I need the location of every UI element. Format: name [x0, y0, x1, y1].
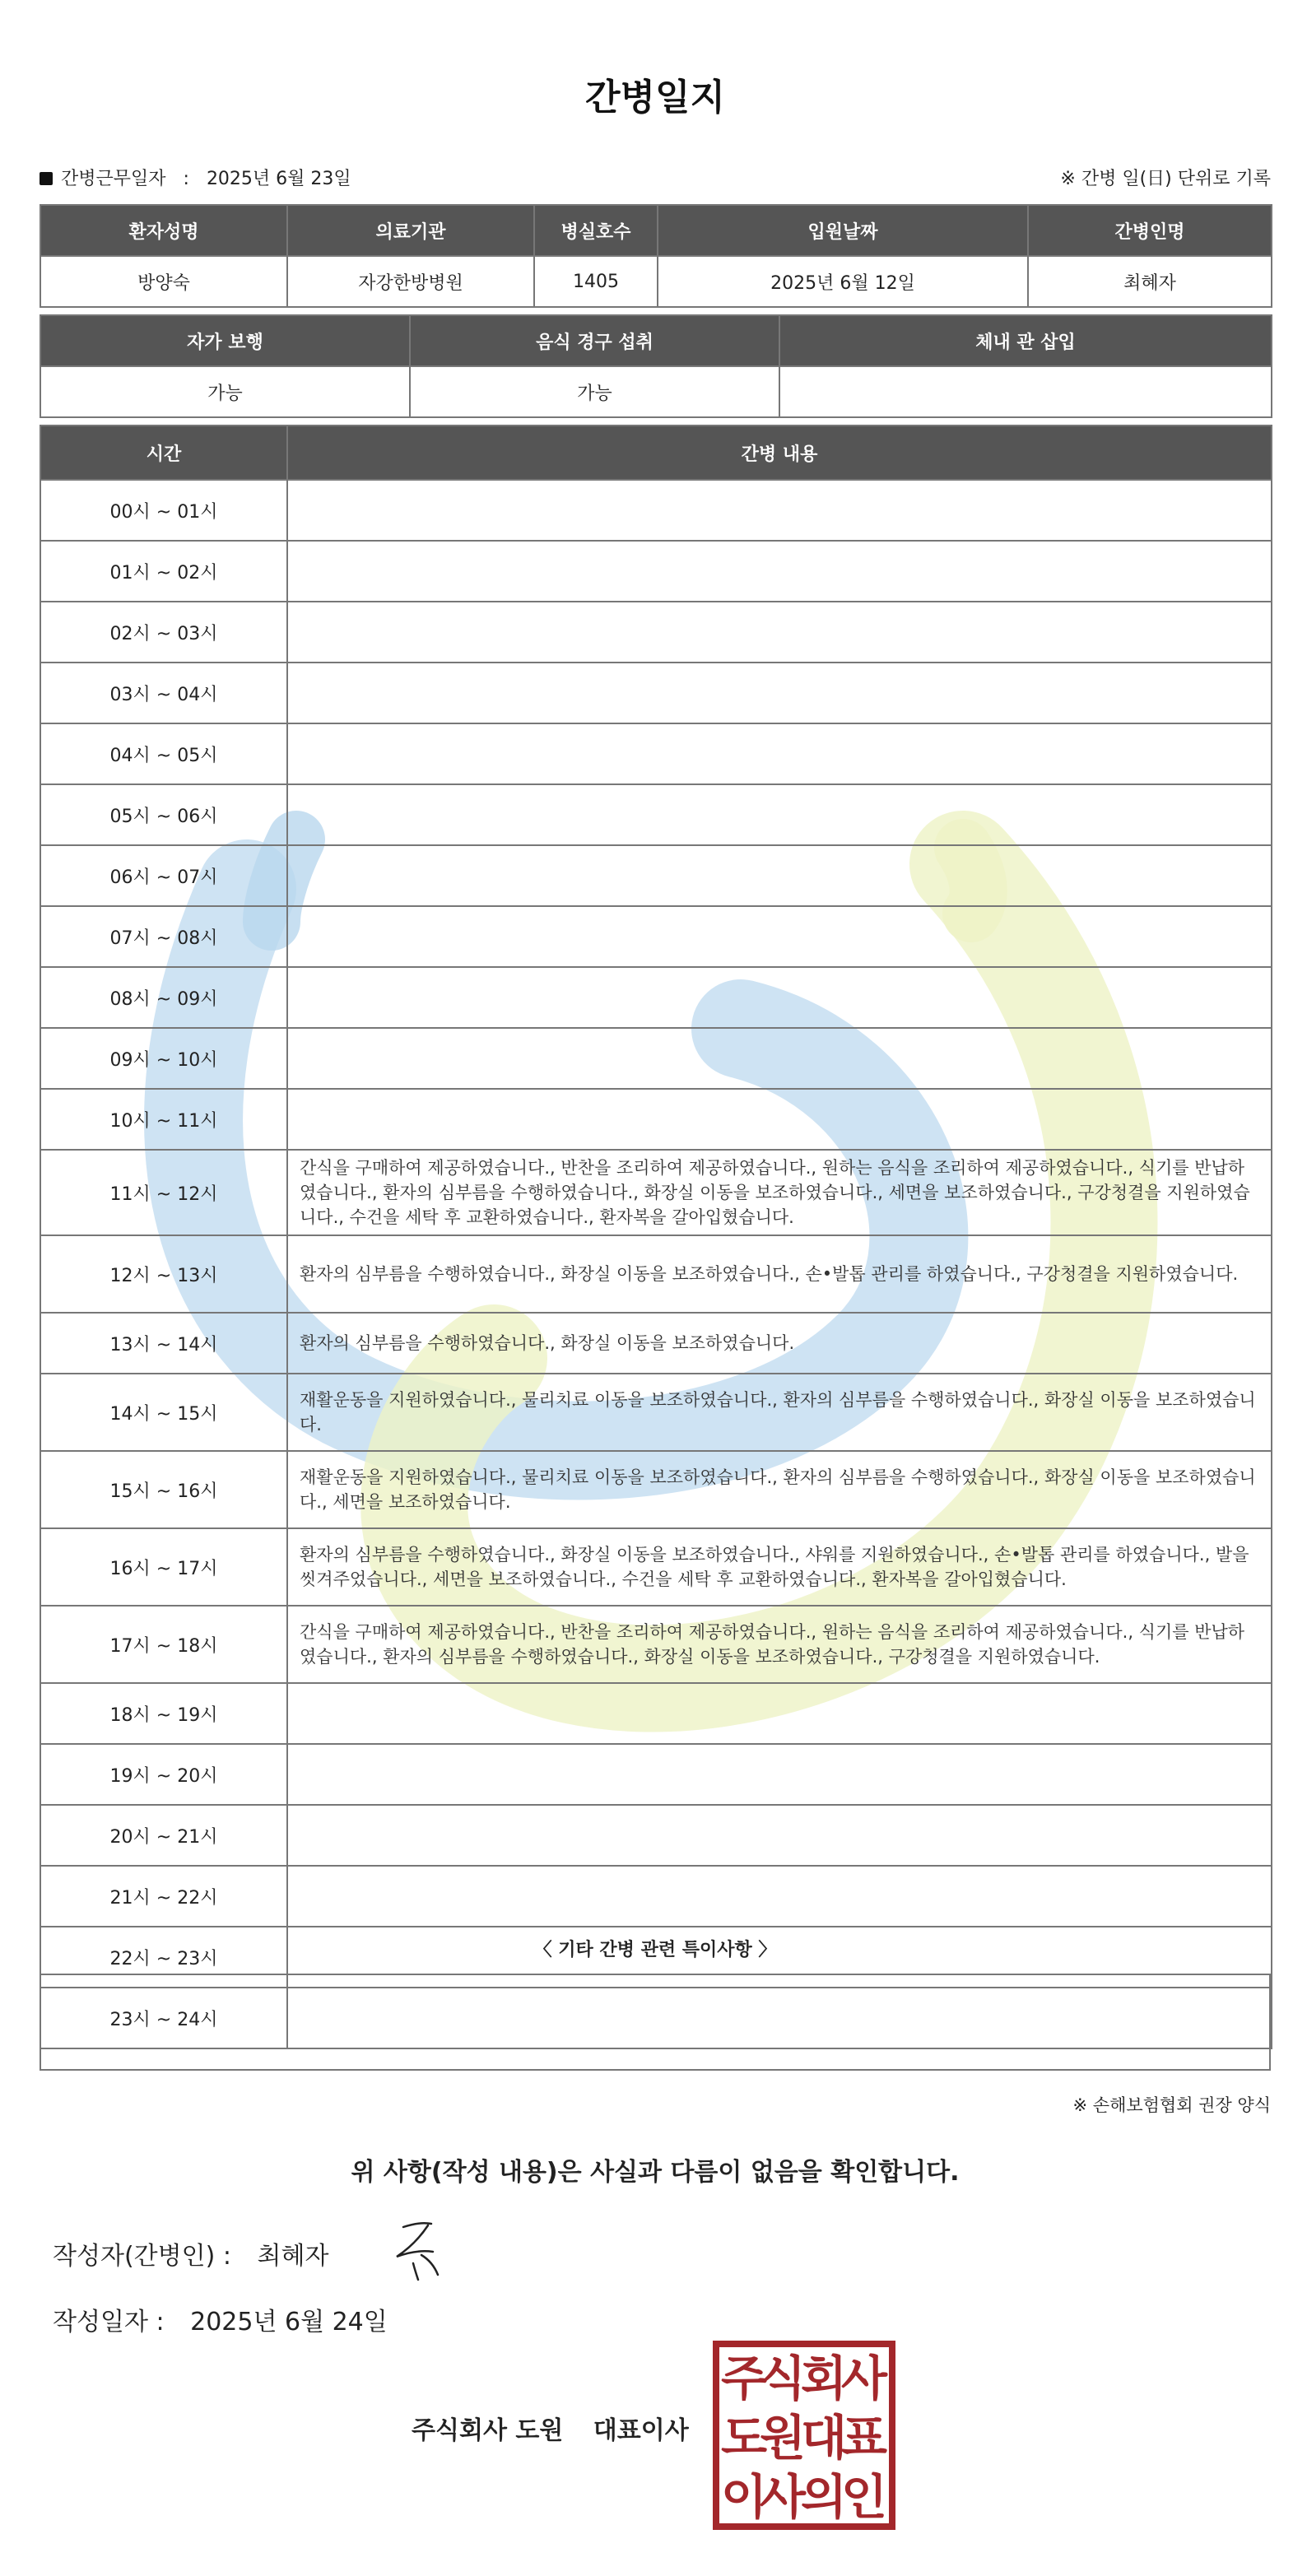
care-log-row	[40, 1028, 1272, 1089]
care-log-row	[40, 1374, 1272, 1451]
header-care-content: 간병 내용	[287, 425, 1272, 480]
care-content	[287, 663, 1272, 723]
written-date-line	[53, 2301, 388, 2337]
writer-label: 작성자(간병인) :	[53, 2242, 231, 2271]
status-value-row	[40, 366, 1272, 417]
header-time: 시간	[40, 425, 287, 480]
care-content	[287, 1805, 1272, 1866]
care-date-label: 간병근무일자	[61, 169, 166, 189]
time-slot: 05시 ~ 06시	[40, 784, 287, 845]
time-slot: 18시 ~ 19시	[40, 1683, 287, 1744]
header-patient-name: 환자성명	[40, 205, 287, 256]
care-log-row	[40, 663, 1272, 723]
time-slot: 12시 ~ 13시	[40, 1235, 287, 1313]
time-slot: 00시 ~ 01시	[40, 480, 287, 541]
time-slot: 19시 ~ 20시	[40, 1744, 287, 1805]
time-slot: 13시 ~ 14시	[40, 1313, 287, 1374]
header-admission-date: 입원날짜	[658, 205, 1028, 256]
care-content	[287, 967, 1272, 1028]
care-content	[287, 723, 1272, 784]
time-slot: 03시 ~ 04시	[40, 663, 287, 723]
header-caregiver-name: 간병인명	[1028, 205, 1272, 256]
caregiver-name: 최혜자	[1028, 256, 1272, 307]
svg-text:표: 표	[840, 2410, 888, 2466]
care-content	[287, 1866, 1272, 1927]
care-log-row	[40, 602, 1272, 663]
svg-text:주: 주	[720, 2350, 768, 2406]
time-slot: 16시 ~ 17시	[40, 1528, 287, 1606]
hospital-name: 자강한방병원	[287, 256, 534, 307]
svg-text:인: 인	[840, 2469, 888, 2525]
care-log-row	[40, 541, 1272, 602]
svg-text:도: 도	[720, 2410, 768, 2466]
care-log-row	[40, 784, 1272, 845]
written-date-value: 2025년 6월 24일	[190, 2308, 388, 2337]
care-content	[287, 1089, 1272, 1150]
time-slot: 22시 ~ 23시	[40, 1927, 287, 1988]
care-content: 환자의 심부름을 수행하였습니다., 화장실 이동을 보조하였습니다.	[287, 1313, 1272, 1374]
care-header-row	[40, 425, 1272, 480]
svg-text:의: 의	[800, 2469, 848, 2525]
time-slot: 17시 ~ 18시	[40, 1606, 287, 1683]
self-walking-value: 가능	[40, 366, 410, 417]
confirmation-statement: 위 사항(작성 내용)은 사실과 다름이 없음을 확인합니다.	[351, 2158, 960, 2187]
svg-text:사: 사	[759, 2469, 807, 2525]
svg-text:사: 사	[840, 2350, 888, 2406]
time-slot: 23시 ~ 24시	[40, 1988, 287, 2048]
patient-value-row	[40, 256, 1272, 307]
special-notes-title: 〈 기타 간병 관련 특이사항 〉	[533, 1940, 777, 1960]
record-unit-note: ※ 간병 일(日) 단위로 기록	[1060, 169, 1271, 189]
special-notes-box	[40, 1974, 1271, 2071]
time-slot: 21시 ~ 22시	[40, 1866, 287, 1927]
status-header-row	[40, 315, 1272, 366]
admission-date: 2025년 6월 12일	[658, 256, 1028, 307]
header-hospital: 의료기관	[287, 205, 534, 256]
svg-text:회: 회	[800, 2350, 848, 2406]
time-slot: 07시 ~ 08시	[40, 906, 287, 967]
care-date-value: 2025년 6월 23일	[206, 169, 351, 189]
care-log-document	[40, 0, 1271, 2576]
care-log-row	[40, 1313, 1272, 1374]
company-name: 주식회사 도원	[412, 2416, 564, 2445]
care-log-row	[40, 906, 1272, 967]
bullet-square-icon	[40, 172, 53, 185]
time-slot: 08시 ~ 09시	[40, 967, 287, 1028]
document-title: 간병일지	[584, 77, 725, 119]
writer-name: 최혜자	[257, 2242, 329, 2271]
time-slot: 06시 ~ 07시	[40, 845, 287, 906]
care-log-row	[40, 480, 1272, 541]
room-number: 1405	[534, 256, 658, 307]
care-content: 환자의 심부름을 수행하였습니다., 화장실 이동을 보조하였습니다., 샤워를 지원하였습니다., 손•발톱 관리를 하였습니다., 발을 씻겨주었습니다., 세면을 보조하였습니다., 수건을 세탁 후 교환하였습니다., 환자복을 갈아입혔습니다.	[287, 1528, 1272, 1606]
care-log-row	[40, 1528, 1272, 1606]
company-title: 대표이사	[593, 2416, 689, 2445]
tube-insertion-value	[779, 366, 1272, 417]
care-content: 간식을 구매하여 제공하였습니다., 반찬을 조리하여 제공하였습니다., 원하는 음식을 조리하여 제공하였습니다., 식기를 반납하였습니다., 환자의 심부름을 수행하였습니다., 화장실 이동을 보조하였습니다., 구강청결을 지원하였습니다.	[287, 1606, 1272, 1683]
time-slot: 15시 ~ 16시	[40, 1451, 287, 1528]
header-room-number: 병실호수	[534, 205, 658, 256]
care-content: 재활운동을 지원하였습니다., 물리치료 이동을 보조하였습니다., 환자의 심부름을 수행하였습니다., 화장실 이동을 보조하였습니다., 세면을 보조하였습니다.	[287, 1451, 1272, 1528]
header-oral-intake: 음식 경구 섭취	[410, 315, 779, 366]
care-log-row	[40, 1744, 1272, 1805]
written-date-label: 작성일자 :	[53, 2308, 165, 2337]
patient-header-row	[40, 205, 1272, 256]
care-content: 환자의 심부름을 수행하였습니다., 화장실 이동을 보조하였습니다., 손•발톱 관리를 하였습니다., 구강청결을 지원하였습니다.	[287, 1235, 1272, 1313]
time-slot: 14시 ~ 15시	[40, 1374, 287, 1451]
care-content	[287, 845, 1272, 906]
care-date-line	[40, 165, 351, 190]
header-tube-insertion: 체내 관 삽입	[779, 315, 1272, 366]
svg-text:이: 이	[720, 2469, 768, 2525]
time-slot: 04시 ~ 05시	[40, 723, 287, 784]
handwritten-signature	[364, 2216, 471, 2290]
svg-text:대: 대	[800, 2410, 848, 2466]
time-slot: 09시 ~ 10시	[40, 1028, 287, 1089]
svg-text:식: 식	[759, 2350, 807, 2406]
care-log-table	[40, 425, 1272, 2049]
care-log-row	[40, 1606, 1272, 1683]
time-slot: 02시 ~ 03시	[40, 602, 287, 663]
time-slot: 01시 ~ 02시	[40, 541, 287, 602]
insurer-recommended-note: ※ 손해보험협회 권장 양식	[1072, 2095, 1271, 2115]
company-seal-stamp	[713, 2341, 895, 2530]
care-log-row	[40, 1866, 1272, 1927]
care-log-row	[40, 1451, 1272, 1528]
care-content	[287, 784, 1272, 845]
care-log-row	[40, 723, 1272, 784]
care-log-row	[40, 845, 1272, 906]
oral-intake-value: 가능	[410, 366, 779, 417]
time-slot: 20시 ~ 21시	[40, 1805, 287, 1866]
care-content	[287, 1744, 1272, 1805]
care-log-row	[40, 1150, 1272, 1235]
care-log-row	[40, 1089, 1272, 1150]
care-content	[287, 602, 1272, 663]
care-content	[287, 480, 1272, 541]
care-content	[287, 1028, 1272, 1089]
care-date-separator: :	[183, 169, 189, 189]
care-log-row	[40, 1805, 1272, 1866]
care-content	[287, 541, 1272, 602]
header-self-walking: 자가 보행	[40, 315, 410, 366]
patient-status-table	[40, 314, 1272, 418]
care-log-rows	[40, 480, 1272, 2048]
care-content	[287, 1683, 1272, 1744]
svg-text:원: 원	[759, 2410, 807, 2466]
care-log-row	[40, 1683, 1272, 1744]
care-content: 간식을 구매하여 제공하였습니다., 반찬을 조리하여 제공하였습니다., 원하는 음식을 조리하여 제공하였습니다., 식기를 반납하였습니다., 환자의 심부름을 수행하였습니다., 화장실 이동을 보조하였습니다., 세면을 보조하였습니다., 구강청결을 지원하였습니다., 수건을 세탁 후 교환하였습니다., 환자복을 갈아입혔습니다.	[287, 1150, 1272, 1235]
patient-name: 방양숙	[40, 256, 287, 307]
care-log-row	[40, 1235, 1272, 1313]
patient-info-table	[40, 204, 1272, 308]
care-content	[287, 906, 1272, 967]
company-line	[412, 2410, 689, 2446]
care-log-row	[40, 967, 1272, 1028]
writer-line	[53, 2235, 328, 2271]
time-slot: 11시 ~ 12시	[40, 1150, 287, 1235]
time-slot: 10시 ~ 11시	[40, 1089, 287, 1150]
care-content: 재활운동을 지원하였습니다., 물리치료 이동을 보조하였습니다., 환자의 심부름을 수행하였습니다., 화장실 이동을 보조하였습니다.	[287, 1374, 1272, 1451]
